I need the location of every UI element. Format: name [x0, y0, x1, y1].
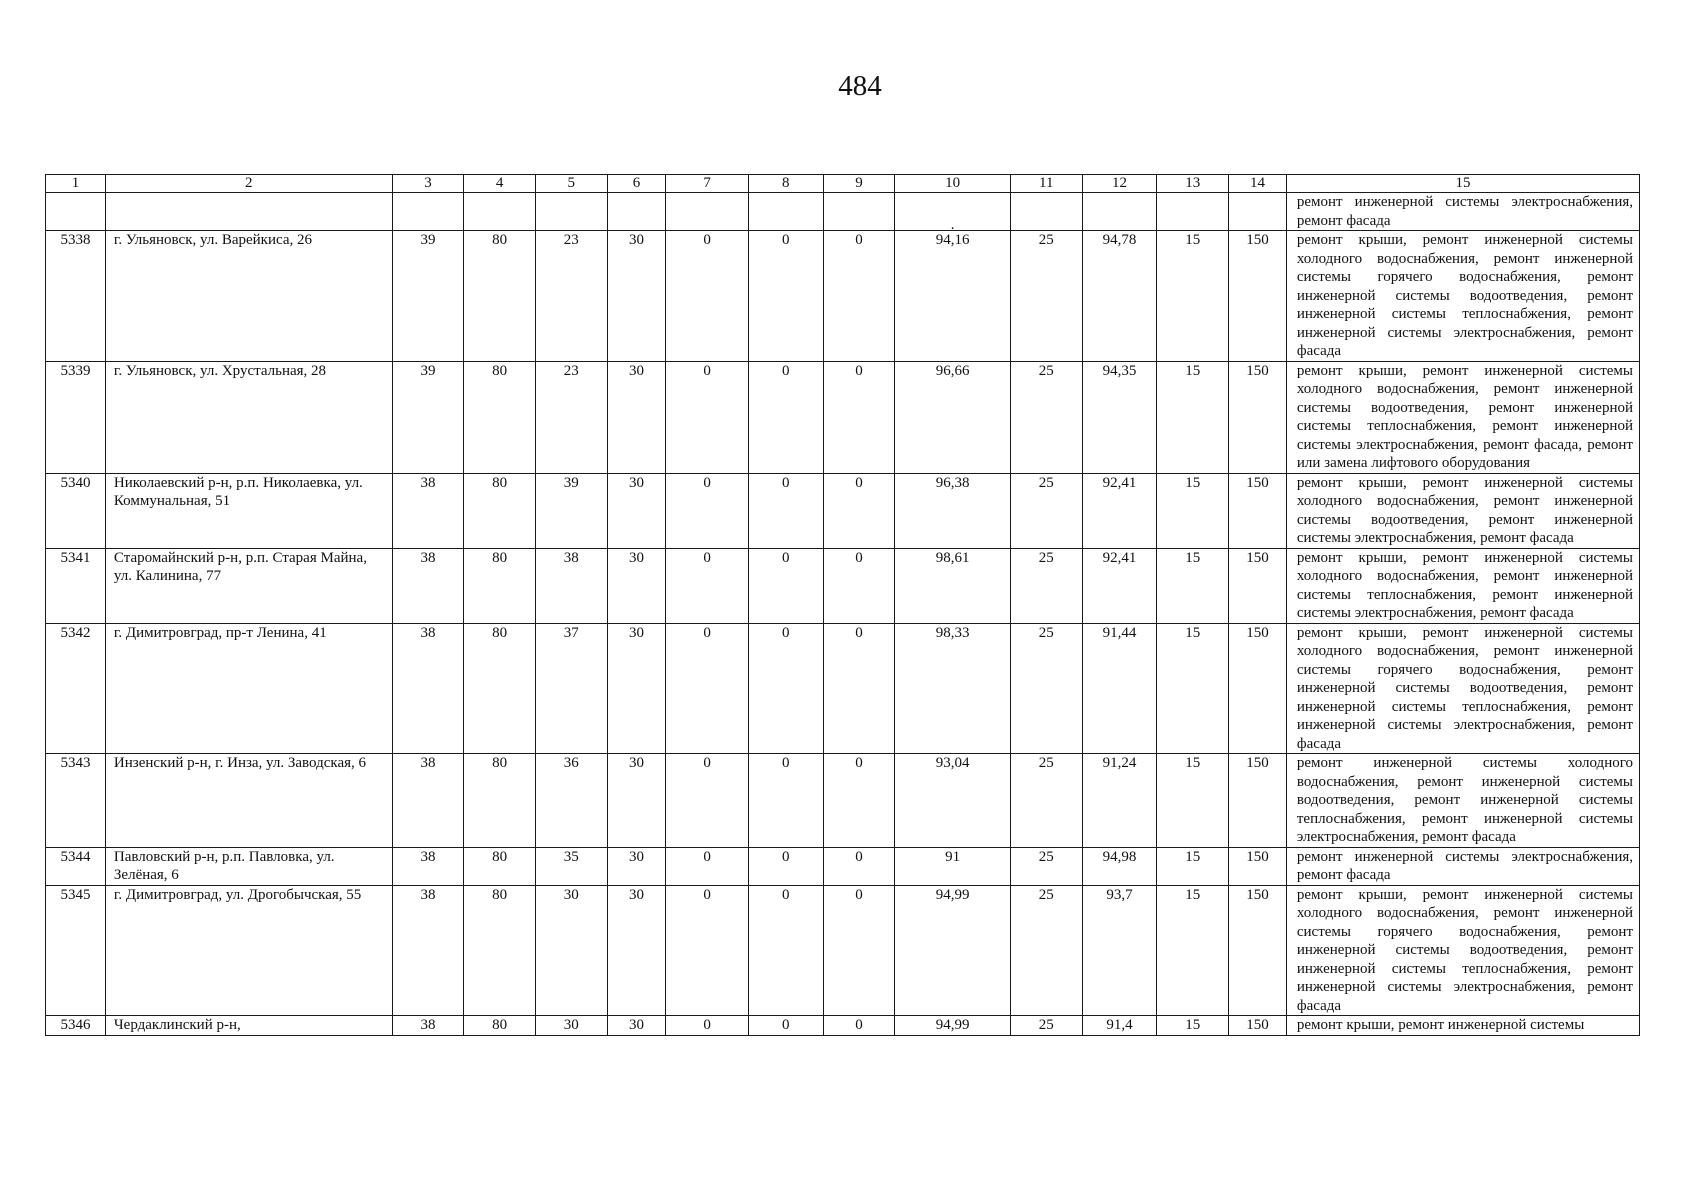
object-number-cell: 5340: [46, 473, 106, 548]
value-cell: 15: [1157, 231, 1229, 362]
value-cell: 15: [1157, 473, 1229, 548]
value-cell: 0: [823, 361, 895, 473]
value-cell: 0: [748, 885, 823, 1016]
address-cell: г. Ульяновск, ул. Хрустальная, 28: [105, 361, 392, 473]
value-cell: 0: [748, 847, 823, 885]
value-cell: 25: [1010, 1016, 1082, 1036]
value-cell: 36: [535, 754, 607, 848]
stray-dot: .: [895, 193, 1011, 231]
header-cell: 14: [1229, 175, 1287, 193]
housing-repair-table: [45, 174, 1640, 1036]
value-cell: 150: [1229, 231, 1287, 362]
value-cell: 25: [1010, 361, 1082, 473]
value-cell: 0: [748, 473, 823, 548]
value-cell: 25: [1010, 623, 1082, 754]
value-cell: 0: [748, 548, 823, 623]
value-cell: 30: [607, 361, 666, 473]
value-cell: 0: [823, 885, 895, 1016]
value-cell: 150: [1229, 623, 1287, 754]
value-cell: 39: [535, 473, 607, 548]
object-number-cell: 5345: [46, 885, 106, 1016]
works-cell: ремонт крыши, ремонт инженерной системы холодного водоснабжения, ремонт инженерной системы водоотведения, ремонт инженерной системы электроснабжения, ремонт фасада: [1286, 473, 1639, 548]
object-number-cell: 5342: [46, 623, 106, 754]
value-cell: 23: [535, 231, 607, 362]
value-cell: 25: [1010, 231, 1082, 362]
carryover-row: [46, 193, 1640, 231]
value-cell: 0: [823, 754, 895, 848]
value-cell: 94,78: [1082, 231, 1157, 362]
value-cell: 150: [1229, 361, 1287, 473]
value-cell: 91: [895, 847, 1011, 885]
value-cell: 0: [748, 361, 823, 473]
value-cell: 80: [464, 623, 536, 754]
header-cell: 4: [464, 175, 536, 193]
value-cell: 94,16: [895, 231, 1011, 362]
value-cell: 93,04: [895, 754, 1011, 848]
address-cell: г. Димитровград, ул. Дрогобычская, 55: [105, 885, 392, 1016]
works-cell: ремонт крыши, ремонт инженерной системы холодного водоснабжения, ремонт инженерной системы горячего водоснабжения, ремонт инженерной системы водоотведения, ремонт инженерной системы теплоснабжения, ремонт инженерной системы электроснабжения, ремонт фасада: [1286, 885, 1639, 1016]
value-cell: 30: [607, 847, 666, 885]
value-cell: 0: [666, 361, 748, 473]
address-cell: Инзенский р-н, г. Инза, ул. Заводская, 6: [105, 754, 392, 848]
works-cell: ремонт инженерной системы электроснабжения, ремонт фасада: [1286, 847, 1639, 885]
header-cell: 1: [46, 175, 106, 193]
value-cell: 150: [1229, 548, 1287, 623]
table-row: [46, 473, 1640, 548]
table-row: [46, 1016, 1640, 1036]
value-cell: 0: [823, 1016, 895, 1036]
object-number-cell: 5344: [46, 847, 106, 885]
header-cell: 11: [1010, 175, 1082, 193]
column-number-row: [46, 175, 1640, 193]
value-cell: 0: [748, 623, 823, 754]
value-cell: 94,99: [895, 1016, 1011, 1036]
value-cell: 30: [607, 885, 666, 1016]
value-cell: 0: [666, 231, 748, 362]
value-cell: 150: [1229, 885, 1287, 1016]
value-cell: 94,98: [1082, 847, 1157, 885]
value-cell: 0: [666, 885, 748, 1016]
header-cell: 3: [392, 175, 464, 193]
value-cell: 91,24: [1082, 754, 1157, 848]
value-cell: 150: [1229, 847, 1287, 885]
value-cell: 150: [1229, 754, 1287, 848]
works-cell: ремонт крыши, ремонт инженерной системы холодного водоснабжения, ремонт инженерной системы горячего водоснабжения, ремонт инженерной системы водоотведения, ремонт инженерной системы теплоснабжения, ремонт инженерной системы электроснабжения, ремонт фасада: [1286, 231, 1639, 362]
value-cell: 96,66: [895, 361, 1011, 473]
works-cell: ремонт крыши, ремонт инженерной системы холодного водоснабжения, ремонт инженерной системы теплоснабжения, ремонт инженерной системы электроснабжения, ремонт фасада: [1286, 548, 1639, 623]
value-cell: 39: [392, 231, 464, 362]
header-cell: 7: [666, 175, 748, 193]
value-cell: 15: [1157, 623, 1229, 754]
value-cell: 92,41: [1082, 473, 1157, 548]
value-cell: 98,33: [895, 623, 1011, 754]
value-cell: 80: [464, 473, 536, 548]
value-cell: 0: [666, 847, 748, 885]
value-cell: 30: [607, 1016, 666, 1036]
works-cell: ремонт крыши, ремонт инженерной системы холодного водоснабжения, ремонт инженерной системы горячего водоснабжения, ремонт инженерной системы водоотведения, ремонт инженерной системы теплоснабжения, ремонт инженерной системы электроснабжения, ремонт фасада: [1286, 623, 1639, 754]
value-cell: 25: [1010, 885, 1082, 1016]
value-cell: 150: [1229, 1016, 1287, 1036]
value-cell: 15: [1157, 847, 1229, 885]
header-cell: 10: [895, 175, 1011, 193]
works-cell: ремонт инженерной системы электроснабжения, ремонт фасада: [1286, 193, 1639, 231]
works-cell: ремонт крыши, ремонт инженерной системы: [1286, 1016, 1639, 1036]
header-cell: 5: [535, 175, 607, 193]
value-cell: 0: [666, 473, 748, 548]
value-cell: 0: [666, 1016, 748, 1036]
value-cell: 38: [392, 548, 464, 623]
value-cell: 38: [392, 1016, 464, 1036]
value-cell: 38: [392, 623, 464, 754]
value-cell: 15: [1157, 885, 1229, 1016]
value-cell: 25: [1010, 548, 1082, 623]
value-cell: 80: [464, 361, 536, 473]
value-cell: 0: [748, 231, 823, 362]
value-cell: 94,35: [1082, 361, 1157, 473]
address-cell: Павловский р-н, р.п. Павловка, ул. Зелёная, 6: [105, 847, 392, 885]
table-row: [46, 885, 1640, 1016]
header-cell: 12: [1082, 175, 1157, 193]
header-cell: 9: [823, 175, 895, 193]
object-number-cell: 5338: [46, 231, 106, 362]
works-cell: ремонт инженерной системы холодного водоснабжения, ремонт инженерной системы водоотведения, ремонт инженерной системы теплоснабжения, ремонт инженерной системы электроснабжения, ремонт фасада: [1286, 754, 1639, 848]
header-cell: 8: [748, 175, 823, 193]
value-cell: 0: [823, 231, 895, 362]
value-cell: 94,99: [895, 885, 1011, 1016]
value-cell: 80: [464, 885, 536, 1016]
address-cell: Старомайнский р-н, р.п. Старая Майна, ул. Калинина, 77: [105, 548, 392, 623]
value-cell: 25: [1010, 754, 1082, 848]
value-cell: 80: [464, 548, 536, 623]
table-row: [46, 847, 1640, 885]
value-cell: 80: [464, 1016, 536, 1036]
object-number-cell: 5341: [46, 548, 106, 623]
object-number-cell: 5339: [46, 361, 106, 473]
value-cell: 80: [464, 754, 536, 848]
header-cell: 13: [1157, 175, 1229, 193]
data-rows: [46, 231, 1640, 1036]
value-cell: 15: [1157, 361, 1229, 473]
value-cell: 0: [823, 623, 895, 754]
object-number-cell: 5346: [46, 1016, 106, 1036]
address-cell: Чердаклинский р-н,: [105, 1016, 392, 1036]
table-row: [46, 754, 1640, 848]
value-cell: 30: [607, 473, 666, 548]
header-cell: 15: [1286, 175, 1639, 193]
value-cell: 0: [823, 847, 895, 885]
value-cell: 35: [535, 847, 607, 885]
value-cell: 38: [392, 754, 464, 848]
value-cell: 38: [392, 473, 464, 548]
value-cell: 30: [535, 885, 607, 1016]
header-cell: 6: [607, 175, 666, 193]
value-cell: 37: [535, 623, 607, 754]
value-cell: 98,61: [895, 548, 1011, 623]
table-row: [46, 548, 1640, 623]
value-cell: 92,41: [1082, 548, 1157, 623]
value-cell: 91,44: [1082, 623, 1157, 754]
value-cell: 0: [666, 623, 748, 754]
value-cell: 0: [748, 754, 823, 848]
table-row: [46, 623, 1640, 754]
address-cell: г. Ульяновск, ул. Варейкиса, 26: [105, 231, 392, 362]
value-cell: 30: [535, 1016, 607, 1036]
value-cell: 30: [607, 754, 666, 848]
object-number-cell: 5343: [46, 754, 106, 848]
value-cell: 15: [1157, 754, 1229, 848]
value-cell: 80: [464, 847, 536, 885]
value-cell: 0: [666, 548, 748, 623]
table-row: [46, 231, 1640, 362]
value-cell: 25: [1010, 847, 1082, 885]
value-cell: 96,38: [895, 473, 1011, 548]
value-cell: 30: [607, 548, 666, 623]
value-cell: 15: [1157, 1016, 1229, 1036]
works-cell: ремонт крыши, ремонт инженерной системы холодного водоснабжения, ремонт инженерной системы водоотведения, ремонт инженерной системы теплоснабжения, ремонт инженерной системы электроснабжения, ремонт фасада, ремонт или замена лифтового оборудования: [1286, 361, 1639, 473]
value-cell: 0: [666, 754, 748, 848]
value-cell: 30: [607, 623, 666, 754]
value-cell: 150: [1229, 473, 1287, 548]
page-number: 484: [838, 70, 882, 102]
value-cell: 0: [823, 548, 895, 623]
address-cell: Николаевский р-н, р.п. Николаевка, ул. Коммунальная, 51: [105, 473, 392, 548]
value-cell: 0: [823, 473, 895, 548]
value-cell: 80: [464, 231, 536, 362]
value-cell: 0: [748, 1016, 823, 1036]
value-cell: 30: [607, 231, 666, 362]
table-row: [46, 361, 1640, 473]
value-cell: 25: [1010, 473, 1082, 548]
value-cell: 38: [392, 885, 464, 1016]
address-cell: г. Димитровград, пр-т Ленина, 41: [105, 623, 392, 754]
value-cell: 91,4: [1082, 1016, 1157, 1036]
value-cell: 23: [535, 361, 607, 473]
value-cell: 39: [392, 361, 464, 473]
value-cell: 38: [535, 548, 607, 623]
value-cell: 38: [392, 847, 464, 885]
value-cell: 15: [1157, 548, 1229, 623]
header-cell: 2: [105, 175, 392, 193]
value-cell: 93,7: [1082, 885, 1157, 1016]
